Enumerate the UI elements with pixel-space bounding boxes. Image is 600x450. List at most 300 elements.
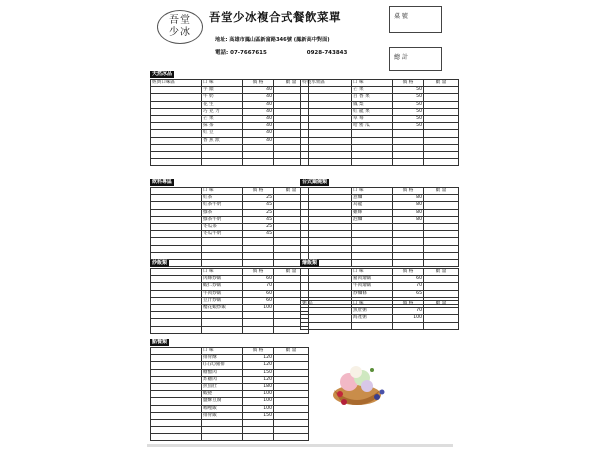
table-row (151, 434, 309, 441)
column-header: 數 量 (424, 269, 459, 276)
row-spacer (151, 319, 202, 326)
item-price: 50 (393, 115, 424, 122)
column-header: 數 量 (424, 80, 459, 87)
row-spacer (301, 216, 352, 223)
item-price: 40 (243, 108, 274, 115)
item-price: 100 (393, 315, 424, 322)
item-name: 煎魚肚 (202, 383, 243, 390)
table-row (151, 101, 309, 108)
item-price: 40 (243, 137, 274, 144)
row-spacer (151, 231, 202, 238)
item-price (243, 319, 274, 326)
menu-section (150, 328, 296, 441)
quantity-cell[interactable] (424, 231, 459, 238)
table-row (301, 290, 459, 297)
table-row (151, 362, 309, 369)
quantity-cell[interactable] (274, 419, 309, 426)
table-row (151, 209, 309, 216)
item-price: 80 (393, 216, 424, 223)
item-name (202, 144, 243, 151)
table-row (301, 108, 459, 115)
table-row (301, 101, 459, 108)
row-spacer (151, 290, 202, 297)
item-name: 芒 果 (352, 87, 393, 94)
item-name (202, 238, 243, 245)
row-spacer (301, 202, 352, 209)
item-name: 泡麵 (352, 216, 393, 223)
quantity-cell[interactable] (274, 376, 309, 383)
row-spacer (301, 276, 352, 283)
table-row (301, 137, 459, 144)
table-row (151, 202, 309, 209)
row-spacer (151, 398, 202, 405)
quantity-cell[interactable] (274, 398, 309, 405)
item-name (202, 151, 243, 158)
column-header: 數 量 (274, 80, 309, 87)
row-spacer (151, 209, 202, 216)
row-spacer (301, 130, 352, 137)
menu-section (300, 79, 446, 166)
item-name (352, 231, 393, 238)
item-price (393, 238, 424, 245)
table-row (151, 223, 309, 230)
item-name: 海產粥 (352, 315, 393, 322)
row-spacer (151, 123, 202, 130)
row-spacer (151, 434, 202, 441)
item-name: 綠茶 (202, 209, 243, 216)
column-header: 口 味 (352, 301, 393, 308)
item-price: 100 (243, 391, 274, 398)
table-row (301, 216, 459, 223)
section-header-ice: 天然冰品 (152, 71, 173, 77)
quantity-cell[interactable] (274, 355, 309, 362)
item-name: 炸雞肉 (202, 376, 243, 383)
table-row (151, 123, 309, 130)
row-spacer (151, 144, 202, 151)
logo-text-2: 少冰 (169, 27, 191, 38)
table-row (151, 391, 309, 398)
item-name: 綠茶牛奶 (202, 216, 243, 223)
table-row (301, 322, 459, 329)
item-name: 巧 克 力 (202, 108, 243, 115)
table-header-row (151, 80, 309, 87)
quantity-cell[interactable] (424, 315, 459, 322)
menu-section (150, 79, 296, 166)
page-divider (147, 444, 453, 447)
row-spacer (151, 276, 202, 283)
row-spacer (151, 376, 202, 383)
row-spacer (301, 315, 352, 322)
row-spacer (301, 159, 352, 166)
quantity-cell[interactable] (274, 405, 309, 412)
quantity-cell[interactable] (424, 283, 459, 290)
item-name: 紅 龍 果 (352, 108, 393, 115)
quantity-cell[interactable] (424, 101, 459, 108)
item-name: 櫻花蝦炒飯 (202, 304, 243, 311)
item-price (243, 419, 274, 426)
column-header: 價 格 (393, 301, 424, 308)
row-spacer (301, 151, 352, 158)
item-name: 炒麵條 (352, 290, 393, 297)
item-price: 50 (393, 94, 424, 101)
item-name: 蝦捲 (202, 391, 243, 398)
quantity-cell[interactable] (424, 202, 459, 209)
quantity-cell[interactable] (424, 94, 459, 101)
table-header-row (301, 301, 459, 308)
table-row (151, 276, 309, 283)
item-name: 豬肉燴飯 (352, 276, 393, 283)
menu-title: 吾堂少冰複合式餐飲菜單 (209, 10, 341, 24)
row-spacer (151, 159, 202, 166)
item-price: 70 (393, 308, 424, 315)
table-row (151, 216, 309, 223)
row-spacer (151, 115, 202, 122)
table-number-label: 桌 號 (394, 13, 408, 20)
table-row (301, 87, 459, 94)
item-price (393, 231, 424, 238)
menu-sheet (147, 0, 453, 450)
item-price: 60 (243, 276, 274, 283)
item-price: 40 (243, 130, 274, 137)
item-price: 80 (393, 195, 424, 202)
quantity-cell[interactable] (424, 159, 459, 166)
category-label (151, 188, 202, 195)
column-header: 口 味 (352, 80, 393, 87)
table-row (151, 151, 309, 158)
item-name: 豆汁炒飯 (202, 297, 243, 304)
item-price: 60 (243, 297, 274, 304)
quantity-cell[interactable] (424, 130, 459, 137)
item-price: 100 (243, 405, 274, 412)
total-label: 總 計 (394, 54, 408, 61)
quantity-cell[interactable] (274, 383, 309, 390)
row-spacer (301, 123, 352, 130)
row-spacer (301, 283, 352, 290)
quantity-cell[interactable] (274, 427, 309, 434)
row-spacer (151, 362, 202, 369)
row-spacer (151, 283, 202, 290)
item-price (393, 151, 424, 158)
table-header-row (151, 269, 309, 276)
column-header: 價 格 (393, 80, 424, 87)
column-header: 數 量 (424, 301, 459, 308)
item-name: 雞絲 (352, 209, 393, 216)
table-row (151, 412, 309, 419)
logo-text-1: 吾堂 (169, 15, 191, 26)
table-row (301, 223, 459, 230)
row-spacer (151, 101, 202, 108)
column-header: 數 量 (424, 188, 459, 195)
row-spacer (301, 223, 352, 230)
category-label (151, 269, 202, 276)
total-box[interactable] (389, 47, 442, 71)
table-row (301, 94, 459, 101)
table-row (151, 159, 309, 166)
item-name: 冬瓜茶 (202, 223, 243, 230)
quantity-cell[interactable] (424, 209, 459, 216)
row-spacer (151, 355, 202, 362)
item-name: 糖醋肉 (202, 369, 243, 376)
dessert-image (322, 350, 392, 410)
item-price: 100 (243, 304, 274, 311)
item-price (243, 427, 274, 434)
item-price (393, 144, 424, 151)
item-name: 肉絲炒飯 (202, 276, 243, 283)
item-name: 哈 密 瓜 (352, 123, 393, 130)
quantity-cell[interactable] (424, 223, 459, 230)
table-row (151, 304, 309, 311)
table-row (151, 144, 309, 151)
item-price (393, 223, 424, 230)
quantity-cell[interactable] (424, 115, 459, 122)
item-price: 180 (243, 383, 274, 390)
item-price: 50 (393, 123, 424, 130)
column-header: 口 味 (352, 269, 393, 276)
quantity-cell[interactable] (424, 308, 459, 315)
item-price: 150 (243, 412, 274, 419)
quantity-cell[interactable] (424, 322, 459, 329)
item-price (393, 159, 424, 166)
quantity-cell[interactable] (424, 276, 459, 283)
table-header-row (301, 269, 459, 276)
quantity-cell[interactable] (274, 362, 309, 369)
row-spacer (151, 238, 202, 245)
quantity-cell[interactable] (274, 434, 309, 441)
table-row (151, 383, 309, 390)
quantity-cell[interactable] (424, 216, 459, 223)
item-price: 80 (393, 202, 424, 209)
item-name: 排骨飯 (202, 412, 243, 419)
item-name: 紅茶牛奶 (202, 202, 243, 209)
table-row (151, 238, 309, 245)
item-price: 40 (243, 87, 274, 94)
item-name (202, 434, 243, 441)
item-name: 牛肉炒飯 (202, 290, 243, 297)
row-spacer (301, 144, 352, 151)
section-header: 飲料專區 (152, 179, 173, 185)
item-name: 牛肉燴飯 (352, 283, 393, 290)
row-spacer (151, 297, 202, 304)
item-price: 70 (243, 283, 274, 290)
row-spacer (301, 87, 352, 94)
item-price: 70 (393, 283, 424, 290)
table-row (301, 195, 459, 202)
table-row (301, 144, 459, 151)
table-row (301, 151, 459, 158)
menu-table (300, 79, 459, 166)
row-spacer (301, 308, 352, 315)
item-name: 排骨酥 (202, 355, 243, 362)
quantity-cell[interactable] (424, 137, 459, 144)
row-spacer (151, 216, 202, 223)
item-price (243, 434, 274, 441)
item-name: 鳳 梨 (352, 101, 393, 108)
section-header: 燴飯類 (302, 260, 318, 266)
column-header: 口 味 (202, 80, 243, 87)
item-price (243, 151, 274, 158)
row-spacer (301, 238, 352, 245)
quantity-cell[interactable] (424, 108, 459, 115)
column-header: 口 味 (202, 188, 243, 195)
item-name (352, 238, 393, 245)
address: 地址: 高雄市鳳山區新富路346號 (鳳新高中對面) (215, 37, 330, 43)
row-spacer (301, 195, 352, 202)
quantity-cell[interactable] (274, 412, 309, 419)
table-row (151, 297, 309, 304)
item-price: 100 (243, 398, 274, 405)
quantity-cell[interactable] (424, 195, 459, 202)
item-name: 魚肚粥 (352, 308, 393, 315)
item-price: 45 (243, 216, 274, 223)
menu-table (150, 268, 309, 334)
table-row (151, 427, 309, 434)
item-price: 150 (243, 369, 274, 376)
table-row (151, 312, 309, 319)
item-price: 40 (243, 115, 274, 122)
item-price (243, 144, 274, 151)
item-name (202, 419, 243, 426)
item-name (352, 223, 393, 230)
category-label: 粥 品 (301, 301, 352, 308)
table-row (151, 376, 309, 383)
row-spacer (151, 427, 202, 434)
quantity-cell[interactable] (274, 391, 309, 398)
row-spacer (151, 369, 202, 376)
table-row (301, 209, 459, 216)
item-name (352, 130, 393, 137)
item-price: 25 (243, 223, 274, 230)
menu-table (150, 347, 309, 441)
row-spacer (151, 304, 202, 311)
table-row (151, 195, 309, 202)
item-name: 冬瓜牛奶 (202, 231, 243, 238)
item-price (243, 159, 274, 166)
column-header: 口 味 (202, 269, 243, 276)
item-name: 牛 奶 (202, 94, 243, 101)
quantity-cell[interactable] (424, 238, 459, 245)
item-price (393, 322, 424, 329)
item-name (352, 322, 393, 329)
item-price: 40 (243, 101, 274, 108)
row-spacer (151, 391, 202, 398)
column-header: 價 格 (393, 188, 424, 195)
item-name: 意麵 (352, 195, 393, 202)
item-price: 120 (243, 362, 274, 369)
item-price: 65 (393, 290, 424, 297)
row-spacer (151, 223, 202, 230)
item-name (202, 427, 243, 434)
row-spacer (151, 130, 202, 137)
row-spacer (151, 87, 202, 94)
menu-section (300, 300, 446, 330)
item-price (243, 312, 274, 319)
table-row (151, 87, 309, 94)
column-header: 口 味 (352, 188, 393, 195)
item-price: 50 (393, 87, 424, 94)
row-spacer (151, 137, 202, 144)
row-spacer (151, 202, 202, 209)
row-spacer (151, 312, 202, 319)
quantity-cell[interactable] (424, 123, 459, 130)
item-name (202, 312, 243, 319)
row-spacer (301, 94, 352, 101)
table-header-row (151, 188, 309, 195)
item-price: 50 (393, 101, 424, 108)
table-row (151, 290, 309, 297)
item-name: 抹 茶 (202, 123, 243, 130)
row-spacer (151, 383, 202, 390)
table-row (301, 231, 459, 238)
item-price: 50 (393, 108, 424, 115)
category-label: 特製水果區 (301, 80, 352, 87)
category-label (301, 269, 352, 276)
logo (157, 10, 203, 44)
table-header-row (301, 80, 459, 87)
table-row (151, 369, 309, 376)
column-header: 數 量 (274, 348, 309, 355)
item-price: 45 (243, 231, 274, 238)
section-header: 台式鍋燒類 (302, 179, 328, 185)
item-name (352, 151, 393, 158)
table-row (151, 398, 309, 405)
table-row (151, 137, 309, 144)
item-price: 45 (243, 202, 274, 209)
item-name (202, 159, 243, 166)
quantity-cell[interactable] (274, 369, 309, 376)
row-spacer (151, 405, 202, 412)
table-header-row (301, 188, 459, 195)
table-header-row (151, 348, 309, 355)
table-row (301, 238, 459, 245)
table-row (301, 315, 459, 322)
item-price: 25 (243, 209, 274, 216)
quantity-cell[interactable] (424, 151, 459, 158)
category-label (151, 348, 202, 355)
row-spacer (151, 151, 202, 158)
quantity-cell[interactable] (424, 290, 459, 297)
column-header: 價 格 (243, 188, 274, 195)
row-spacer (151, 419, 202, 426)
menu-table (300, 300, 459, 330)
column-header: 價 格 (243, 348, 274, 355)
column-header: 數 量 (274, 188, 309, 195)
quantity-cell[interactable] (424, 144, 459, 151)
table-row (301, 276, 459, 283)
table-row (301, 130, 459, 137)
item-name (352, 144, 393, 151)
item-name: (日式)豬排 (202, 362, 243, 369)
category-label: 經典口味區 (151, 80, 202, 87)
table-row (301, 115, 459, 122)
section-header: 炒飯類 (152, 260, 168, 266)
phone: 電話: 07-7667615 (215, 50, 267, 56)
item-name: 芒 果 (202, 115, 243, 122)
quantity-cell[interactable] (424, 87, 459, 94)
row-spacer (151, 94, 202, 101)
row-spacer (151, 195, 202, 202)
menu-table (150, 79, 309, 166)
item-name (202, 319, 243, 326)
menu-section (300, 249, 446, 305)
column-header: 價 格 (243, 269, 274, 276)
table-row (151, 115, 309, 122)
row-spacer (301, 322, 352, 329)
column-header: 口 味 (202, 348, 243, 355)
item-name: 鹽酥豆腐 (202, 398, 243, 405)
table-number-box[interactable] (389, 6, 442, 33)
row-spacer (301, 101, 352, 108)
table-row (151, 231, 309, 238)
